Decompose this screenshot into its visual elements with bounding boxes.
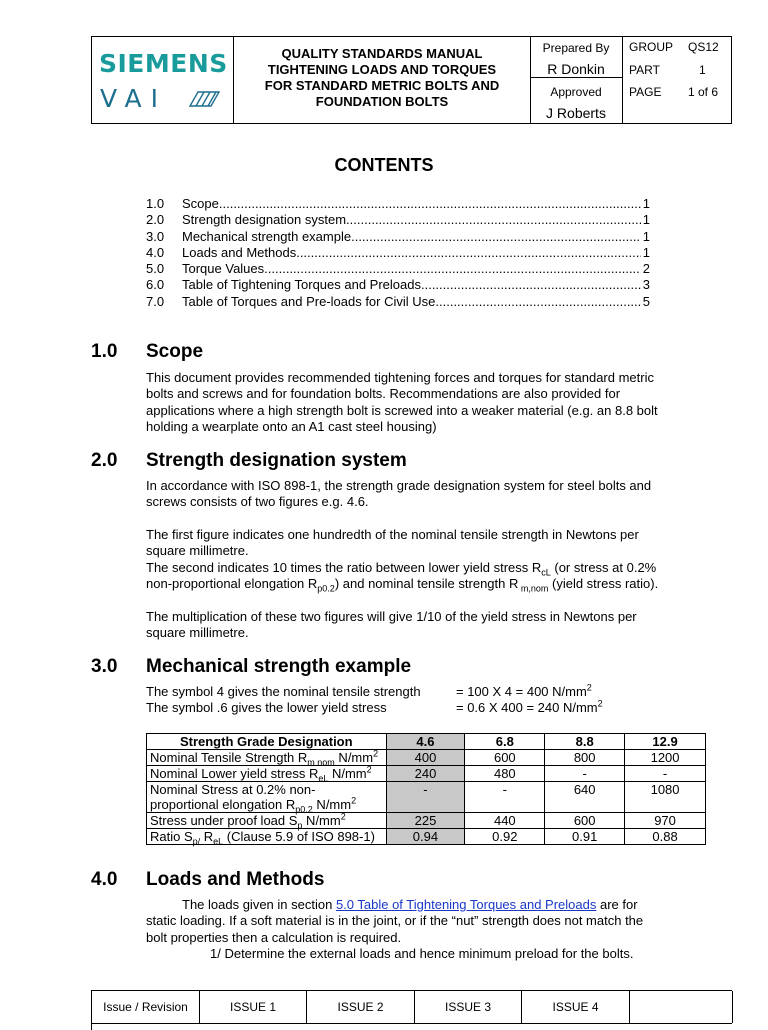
mechanical-example bbox=[146, 684, 716, 717]
text-line: screws consists of two figures e.g. 4.6. bbox=[146, 494, 369, 510]
toc-page: 1 bbox=[642, 212, 650, 228]
section-number: 2.0 bbox=[91, 450, 118, 471]
title-line: FOUNDATION BOLTS bbox=[315, 94, 449, 109]
text-line bbox=[146, 700, 716, 716]
table-cell: 640 bbox=[545, 782, 625, 813]
table-cell: 600 bbox=[545, 813, 625, 829]
loads-paragraph bbox=[146, 897, 716, 962]
group-label: GROUP bbox=[629, 40, 674, 54]
table-cell: - bbox=[465, 782, 545, 813]
text-line: This document provides recommended tightening forces and torques for standard metric bbox=[146, 370, 654, 385]
text-run bbox=[456, 700, 603, 716]
toc-page: 5 bbox=[642, 293, 650, 309]
text-line: 1/ Determine the external loads and hence minimum preload for the bolts. bbox=[210, 945, 634, 961]
text-line: bolts and screws and for foundation bolts. Recommendations are also provided for bbox=[146, 386, 621, 402]
table-cell: 440 bbox=[465, 813, 545, 829]
subscript: p bbox=[297, 820, 303, 831]
table-cell: 800 bbox=[545, 750, 625, 766]
toc-label: Table of Torques and Pre-loads for Civil Use bbox=[182, 293, 436, 309]
text-line: The first figure indicates one hundredth of the nominal tensile strength in Newtons per bbox=[146, 527, 639, 542]
table-cell: 480 bbox=[465, 766, 545, 782]
table-row bbox=[147, 766, 706, 782]
text-line bbox=[146, 897, 716, 913]
toc-page: 1 bbox=[642, 244, 650, 260]
text-run: (Clause 5.9 of ISO 898-1) bbox=[223, 829, 375, 844]
superscript: 2 bbox=[586, 682, 592, 693]
table-cell: 225 bbox=[386, 813, 465, 829]
issue-cell: ISSUE 3 bbox=[415, 991, 522, 1023]
text-run: N/mm bbox=[328, 766, 367, 781]
text-line: static loading. If a soft material is in the joint, or if the “nut” strength does not match the bbox=[146, 913, 644, 929]
subscript: eL bbox=[318, 773, 329, 784]
divider bbox=[622, 37, 623, 123]
toc-entry[interactable] bbox=[146, 261, 650, 277]
toc-number: 2.0 bbox=[146, 212, 165, 228]
title-line: FOR STANDARD METRIC BOLTS AND bbox=[264, 78, 500, 93]
prepared-by-label: Prepared By bbox=[542, 41, 610, 55]
document-header bbox=[91, 36, 732, 124]
subscript: eL bbox=[213, 836, 224, 847]
issue-cell: ISSUE 4 bbox=[522, 991, 630, 1023]
row-label bbox=[147, 782, 387, 813]
toc-page: 2 bbox=[642, 261, 650, 277]
toc-entry[interactable] bbox=[146, 212, 650, 228]
table-header-row bbox=[147, 734, 706, 750]
toc-leader bbox=[346, 212, 641, 228]
page-label: PAGE bbox=[629, 85, 662, 99]
subscript: cL bbox=[541, 567, 551, 578]
strength-paragraph-3 bbox=[146, 560, 716, 593]
toc-page: 3 bbox=[642, 277, 650, 293]
table-header-cell: 8.8 bbox=[545, 734, 625, 750]
issue-cell: ISSUE 2 bbox=[307, 991, 415, 1023]
subscript: m nom bbox=[307, 757, 335, 768]
section-heading-loads-methods bbox=[91, 869, 591, 893]
text-run: R bbox=[200, 829, 214, 844]
toc-number: 5.0 bbox=[146, 261, 165, 277]
section-title: Strength designation system bbox=[146, 450, 407, 471]
table-header-cell: 6.8 bbox=[465, 734, 545, 750]
part-value: 1 bbox=[699, 63, 706, 77]
text-run: non-proportional elongation R bbox=[146, 576, 318, 592]
text-run: Nominal Lower yield stress R bbox=[150, 766, 319, 781]
superscript: 2 bbox=[340, 811, 346, 822]
strength-paragraph-2 bbox=[146, 527, 716, 560]
toc-leader bbox=[296, 245, 641, 261]
toc-entry[interactable] bbox=[146, 229, 650, 245]
toc-entry[interactable] bbox=[146, 196, 650, 212]
toc-label: Strength designation system bbox=[182, 212, 347, 228]
text-line: bolt properties then a calculation is required. bbox=[146, 929, 402, 945]
table-cell: 1080 bbox=[625, 782, 706, 813]
text-run: Nominal Tensile Strength R bbox=[150, 750, 308, 765]
equation: = 0.6 X 400 = 240 N/mm bbox=[456, 700, 598, 716]
text-line: In accordance with ISO 898-1, the strength grade designation system for steel bolts and bbox=[146, 478, 652, 493]
table-cell: 970 bbox=[625, 813, 706, 829]
section-number: 1.0 bbox=[91, 341, 118, 362]
toc-label: Torque Values bbox=[182, 261, 265, 277]
divider bbox=[530, 77, 622, 78]
text-line bbox=[146, 576, 716, 592]
table-row bbox=[147, 750, 706, 766]
text-run: N/mm bbox=[302, 813, 341, 828]
table-cell: 0.91 bbox=[545, 829, 625, 845]
table-of-contents bbox=[146, 196, 650, 310]
toc-label: Mechanical strength example bbox=[182, 228, 352, 244]
section-title: Loads and Methods bbox=[146, 869, 325, 890]
table-cell: - bbox=[545, 766, 625, 782]
table-cell: 600 bbox=[465, 750, 545, 766]
superscript: 2 bbox=[351, 795, 357, 806]
vai-mark-icon bbox=[188, 88, 222, 108]
toc-entry[interactable] bbox=[146, 294, 650, 310]
strength-paragraph-4 bbox=[146, 609, 716, 642]
toc-number: 7.0 bbox=[146, 293, 165, 309]
text-run: The loads given in section bbox=[182, 897, 336, 912]
toc-leader bbox=[219, 196, 641, 212]
section-number: 3.0 bbox=[91, 656, 118, 677]
table-header-cell: 4.6 bbox=[386, 734, 465, 750]
siemens-logo: SIEMENS bbox=[99, 49, 228, 78]
toc-number: 6.0 bbox=[146, 277, 165, 293]
issue-revision-label: Issue / Revision bbox=[92, 991, 200, 1023]
table-cell: 0.88 bbox=[625, 829, 706, 845]
strength-grade-table bbox=[146, 733, 706, 845]
page-value: 1 of 6 bbox=[688, 85, 719, 99]
table-cell: 1200 bbox=[625, 750, 706, 766]
table-row bbox=[147, 782, 706, 813]
prepared-by-value: R Donkin bbox=[547, 61, 605, 77]
text-run: ) and nominal tensile strength R bbox=[334, 576, 519, 592]
table-cell: 0.92 bbox=[465, 829, 545, 845]
approved-value: J Roberts bbox=[546, 105, 606, 121]
text-line bbox=[146, 684, 716, 700]
text-line: square millimetre. bbox=[146, 625, 249, 641]
table-header-cell: 12.9 bbox=[625, 734, 706, 750]
table-header-cell: Strength Grade Designation bbox=[147, 734, 387, 750]
text-run: N/mm bbox=[312, 797, 352, 812]
toc-label: Loads and Methods bbox=[182, 244, 297, 260]
text-run: (or stress at 0.2% bbox=[550, 560, 657, 575]
issue-cell bbox=[630, 991, 733, 1023]
section-5-link[interactable]: 5.0 Table of Tightening Torques and Preloads bbox=[335, 897, 597, 912]
text-line: holding a wearplate onto an A1 cast steel housing) bbox=[146, 418, 437, 434]
toc-label: Table of Tightening Torques and Preloads bbox=[182, 277, 421, 293]
row-label bbox=[147, 829, 387, 845]
row-label bbox=[147, 766, 387, 782]
toc-leader bbox=[351, 229, 641, 245]
section-title: Mechanical strength example bbox=[146, 656, 412, 677]
toc-page: 1 bbox=[642, 196, 650, 211]
title-line: QUALITY STANDARDS MANUAL bbox=[281, 46, 483, 61]
subscript: p0.2 bbox=[317, 583, 335, 594]
contents-title: CONTENTS bbox=[334, 155, 434, 175]
text-run: Ratio S bbox=[150, 829, 193, 844]
subscript: p/ bbox=[192, 836, 201, 847]
toc-number: 1.0 bbox=[146, 196, 165, 211]
text-line: The multiplication of these two figures will give 1/10 of the yield stress in Newtons per bbox=[146, 609, 637, 624]
toc-leader bbox=[421, 277, 641, 293]
text-line: square millimetre. bbox=[146, 543, 249, 559]
text-line: applications where a high strength bolt is screwed into a weaker material (e.g. an 8.8 bolt bbox=[146, 402, 658, 418]
group-value: QS12 bbox=[688, 40, 719, 54]
toc-page: 1 bbox=[642, 228, 650, 244]
toc-entry[interactable] bbox=[146, 245, 650, 261]
subscript: p0.2 bbox=[295, 804, 313, 815]
approved-label: Approved bbox=[550, 85, 602, 99]
toc-number: 4.0 bbox=[146, 244, 165, 260]
text-run: Stress under proof load S bbox=[150, 813, 298, 828]
issue-revision-table bbox=[91, 990, 732, 1030]
vai-logo: VAI bbox=[100, 84, 167, 113]
section-heading-strength-designation bbox=[91, 450, 591, 474]
text-run: N/mm bbox=[334, 750, 374, 765]
table-cell: 0.94 bbox=[386, 829, 465, 845]
table-cell: 240 bbox=[386, 766, 465, 782]
superscript: 2 bbox=[366, 764, 372, 775]
table-cell: 400 bbox=[386, 750, 465, 766]
row-label bbox=[147, 813, 387, 829]
document-title bbox=[234, 46, 530, 110]
text-run: The symbol 4 gives the nominal tensile strength bbox=[146, 684, 421, 699]
toc-label: Scope bbox=[182, 196, 219, 211]
section-heading-mechanical-strength bbox=[91, 656, 591, 680]
toc-leader bbox=[264, 261, 641, 277]
toc-entry[interactable] bbox=[146, 277, 650, 293]
table-row bbox=[147, 829, 706, 845]
row-label bbox=[147, 750, 387, 766]
text-run: The symbol .6 gives the lower yield stress bbox=[146, 700, 387, 716]
section-title: Scope bbox=[146, 341, 204, 362]
equation: = 100 X 4 = 400 N/mm bbox=[456, 684, 587, 699]
strength-paragraph-1 bbox=[146, 478, 716, 511]
text-run bbox=[456, 684, 592, 700]
section-heading-scope bbox=[91, 341, 491, 365]
scope-paragraph bbox=[146, 370, 716, 435]
superscript: 2 bbox=[597, 698, 603, 709]
superscript: 2 bbox=[373, 748, 379, 759]
text-run: (yield stress ratio). bbox=[548, 576, 659, 592]
toc-leader bbox=[435, 294, 640, 310]
part-label: PART bbox=[629, 63, 660, 77]
section-number: 4.0 bbox=[91, 869, 118, 890]
title-line: TIGHTENING LOADS AND TORQUES bbox=[267, 62, 497, 77]
table-row bbox=[147, 813, 706, 829]
text-run: are for bbox=[596, 897, 638, 912]
table-cell: - bbox=[625, 766, 706, 782]
subscript: m,nom bbox=[518, 583, 549, 594]
text-run: The second indicates 10 times the ratio between lower yield stress R bbox=[146, 560, 542, 575]
text-line bbox=[146, 560, 716, 576]
text-run: Nominal Stress at 0.2% non-proportional elongation R bbox=[150, 782, 316, 812]
table-cell: - bbox=[386, 782, 465, 813]
toc-number: 3.0 bbox=[146, 228, 165, 244]
issue-cell: ISSUE 1 bbox=[200, 991, 307, 1023]
